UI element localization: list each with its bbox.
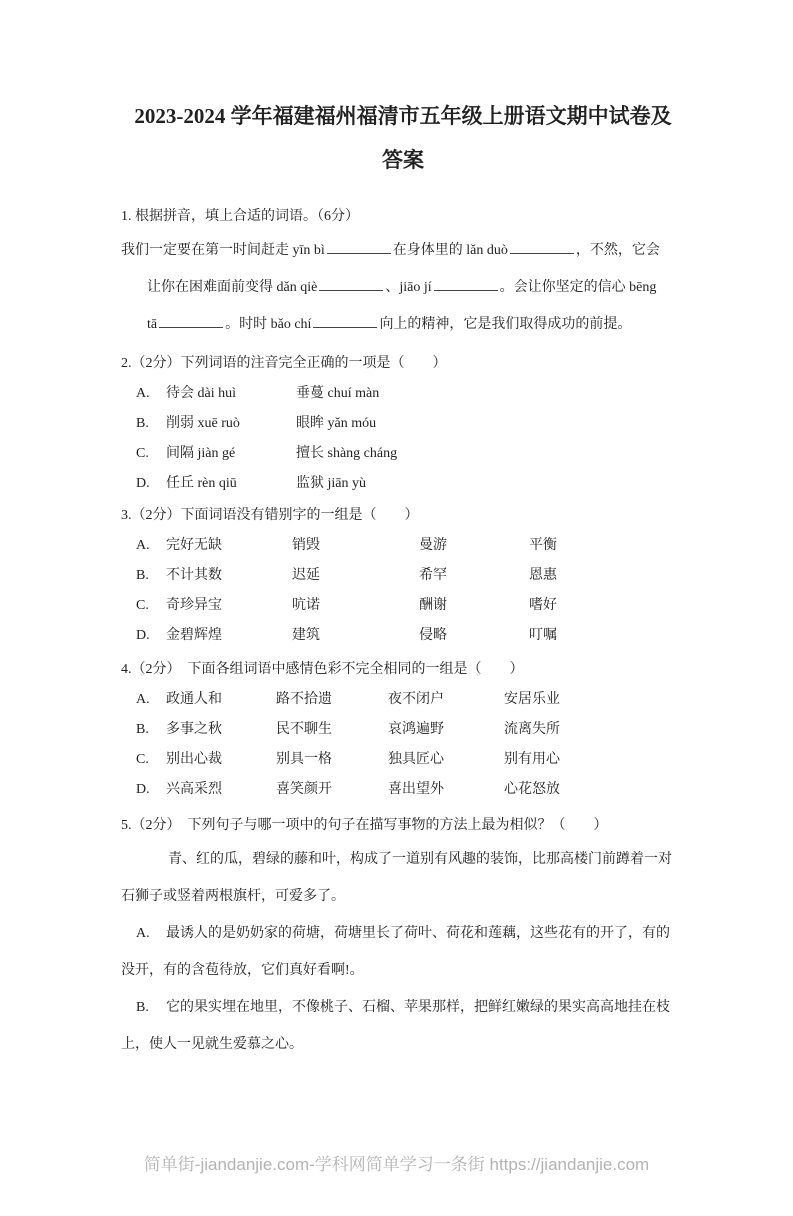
option-word: 别出心裁 bbox=[166, 752, 222, 767]
q1-text-segment: 、jiāo jí bbox=[385, 280, 432, 295]
question-3 bbox=[121, 501, 685, 651]
question-2-option-a bbox=[136, 379, 685, 409]
option-word: 独具匠心 bbox=[388, 752, 444, 767]
fill-in-blank bbox=[327, 238, 391, 254]
question-4-option-c bbox=[136, 745, 685, 775]
option-word-group: 待会 dài huì bbox=[166, 386, 236, 401]
option-word: 路不拾遗 bbox=[276, 692, 332, 707]
question-5-passage-line-1: 青、红的瓜，碧绿的藤和叶，构成了一道别有风趣的装饰，比那高楼门前蹲着一对 bbox=[168, 852, 672, 867]
fill-in-blank bbox=[319, 275, 383, 291]
question-5-option-a-line-2: 没开，有的含苞待放，它们真好看啊!。 bbox=[121, 963, 364, 978]
question-3-option-d bbox=[136, 621, 685, 651]
option-word: 流离失所 bbox=[504, 722, 560, 737]
option-word-group: 垂蔓 chuí màn bbox=[296, 386, 380, 401]
question-2-header: 2.（2分）下列词语的注音完全正确的一项是（ ） bbox=[121, 356, 447, 371]
option-word-group: 间隔 jiàn gé bbox=[166, 446, 236, 461]
option-word-group: 任丘 rèn qiū bbox=[166, 476, 237, 491]
question-2-option-d bbox=[136, 469, 685, 499]
option-letter: A. bbox=[136, 538, 150, 553]
option-word: 兴高采烈 bbox=[166, 782, 222, 797]
option-word: 希罕 bbox=[419, 568, 447, 583]
question-5-option-b-line-1 bbox=[121, 989, 685, 1026]
option-word: 哀鸿遍野 bbox=[388, 722, 444, 737]
option-letter: B. bbox=[136, 416, 149, 431]
option-letter: B. bbox=[136, 1000, 149, 1015]
option-word: 别具一格 bbox=[276, 752, 332, 767]
option-word: 销毁 bbox=[292, 538, 320, 553]
option-word-group: 监狱 jiān yù bbox=[296, 476, 366, 491]
option-word: 多事之秋 bbox=[166, 722, 222, 737]
option-word: 嗜好 bbox=[529, 598, 557, 613]
option-text: 最诱人的是奶奶家的荷塘，荷塘里长了荷叶、荷花和莲藕，这些花有的开了，有的 bbox=[166, 926, 670, 941]
exam-paper-page bbox=[0, 94, 793, 1216]
question-1-line-3 bbox=[121, 306, 685, 343]
q1-text-segment: tā bbox=[147, 317, 158, 332]
question-5-header: 5.（2分） 下列句子与哪一项中的句子在描写事物的方法上最为相似？（ ） bbox=[121, 818, 608, 833]
option-word-group: 眼眸 yǎn móu bbox=[296, 416, 377, 431]
fill-in-blank bbox=[434, 275, 498, 291]
q1-text-segment: 我们一定要在第一时间赶走 yīn bì bbox=[121, 243, 325, 258]
option-word: 迟延 bbox=[292, 568, 320, 583]
option-letter: A. bbox=[136, 692, 150, 707]
option-word: 民不聊生 bbox=[276, 722, 332, 737]
question-5-passage-line-2: 石狮子或竖着两根旗杆，可爱多了。 bbox=[121, 889, 345, 904]
question-2 bbox=[121, 349, 685, 499]
q1-text-segment: 。时时 bǎo chí bbox=[225, 317, 312, 332]
option-letter: A. bbox=[136, 926, 150, 941]
option-word: 侵略 bbox=[419, 628, 447, 643]
question-4-option-d bbox=[136, 775, 685, 805]
option-word-group: 削弱 xuē ruò bbox=[166, 416, 240, 431]
question-1 bbox=[121, 202, 685, 343]
option-word: 完好无缺 bbox=[166, 538, 222, 553]
option-word: 金碧辉煌 bbox=[166, 628, 222, 643]
question-4-option-a bbox=[136, 685, 685, 715]
option-word: 政通人和 bbox=[166, 692, 222, 707]
question-4-option-b bbox=[136, 715, 685, 745]
question-3-header: 3.（2分）下面词语没有错别字的一组是（ ） bbox=[121, 508, 419, 523]
question-1-line-1 bbox=[121, 232, 685, 269]
watermark-url-text[interactable]: 简单街-jiandanjie.com-学科网简单学习一条街 https://jiandanjie.com bbox=[143, 1155, 650, 1174]
option-letter: C. bbox=[136, 598, 149, 613]
question-1-line-2 bbox=[121, 269, 685, 306]
option-word: 平衡 bbox=[529, 538, 557, 553]
question-4-header: 4.（2分） 下面各组词语中感情色彩不完全相同的一组是（ ） bbox=[121, 662, 524, 677]
option-word: 建筑 bbox=[292, 628, 320, 643]
option-letter: A. bbox=[136, 386, 150, 401]
question-2-option-c bbox=[136, 439, 685, 469]
question-2-option-b bbox=[136, 409, 685, 439]
option-word: 别有用心 bbox=[504, 752, 560, 767]
fill-in-blank bbox=[510, 238, 574, 254]
option-word: 曼游 bbox=[419, 538, 447, 553]
option-text: 它的果实埋在地里，不像桃子、石榴、苹果那样，把鲜红嫩绿的果实高高地挂在枝 bbox=[166, 1000, 670, 1015]
fill-in-blank bbox=[159, 312, 223, 328]
option-word: 喜出望外 bbox=[388, 782, 444, 797]
fill-in-blank bbox=[313, 312, 377, 328]
option-word: 酬谢 bbox=[419, 598, 447, 613]
q1-text-segment: ，不然，它会 bbox=[575, 243, 660, 258]
q1-text-segment: 向上的精神，它是我们取得成功的前提。 bbox=[379, 317, 632, 332]
question-5 bbox=[121, 811, 685, 1063]
site-watermark bbox=[0, 1152, 793, 1178]
question-5-option-b-line-2: 上，使人一见就生爱慕之心。 bbox=[121, 1037, 303, 1052]
question-4 bbox=[121, 655, 685, 805]
page-title-line-1: 2023-2024 学年福建福州福清市五年级上册语文期中试卷及 bbox=[134, 104, 672, 128]
q1-text-segment: 。会让你坚定的信心 bēng bbox=[499, 280, 657, 295]
option-word: 奇珍异宝 bbox=[166, 598, 222, 613]
option-letter: C. bbox=[136, 752, 149, 767]
page-title bbox=[121, 94, 685, 182]
q1-text-segment: 在身体里的 lǎn duò bbox=[392, 243, 508, 258]
option-letter: B. bbox=[136, 568, 149, 583]
question-3-option-b bbox=[136, 561, 685, 591]
option-word: 叮嘱 bbox=[529, 628, 557, 643]
q1-text-segment: 让你在困难面前变得 dǎn qiè bbox=[147, 280, 318, 295]
option-letter: B. bbox=[136, 722, 149, 737]
question-1-header: 1. 根据拼音，填上合适的词语。（6分） bbox=[121, 209, 359, 224]
option-letter: C. bbox=[136, 446, 149, 461]
page-title-line-2: 答案 bbox=[382, 148, 424, 172]
option-word: 夜不闭户 bbox=[388, 692, 444, 707]
option-word: 安居乐业 bbox=[504, 692, 560, 707]
question-3-option-a bbox=[136, 531, 685, 561]
option-letter: D. bbox=[136, 782, 150, 797]
question-5-option-a-line-1 bbox=[121, 915, 685, 952]
option-word-group: 擅长 shàng cháng bbox=[296, 446, 398, 461]
option-letter: D. bbox=[136, 476, 150, 491]
question-3-option-c bbox=[136, 591, 685, 621]
option-word: 吭诺 bbox=[292, 598, 320, 613]
page-content bbox=[0, 94, 793, 1063]
option-letter: D. bbox=[136, 628, 150, 643]
option-word: 不计其数 bbox=[166, 568, 222, 583]
option-word: 喜笑颜开 bbox=[276, 782, 332, 797]
option-word: 心花怒放 bbox=[504, 782, 560, 797]
option-word: 恩惠 bbox=[529, 568, 557, 583]
